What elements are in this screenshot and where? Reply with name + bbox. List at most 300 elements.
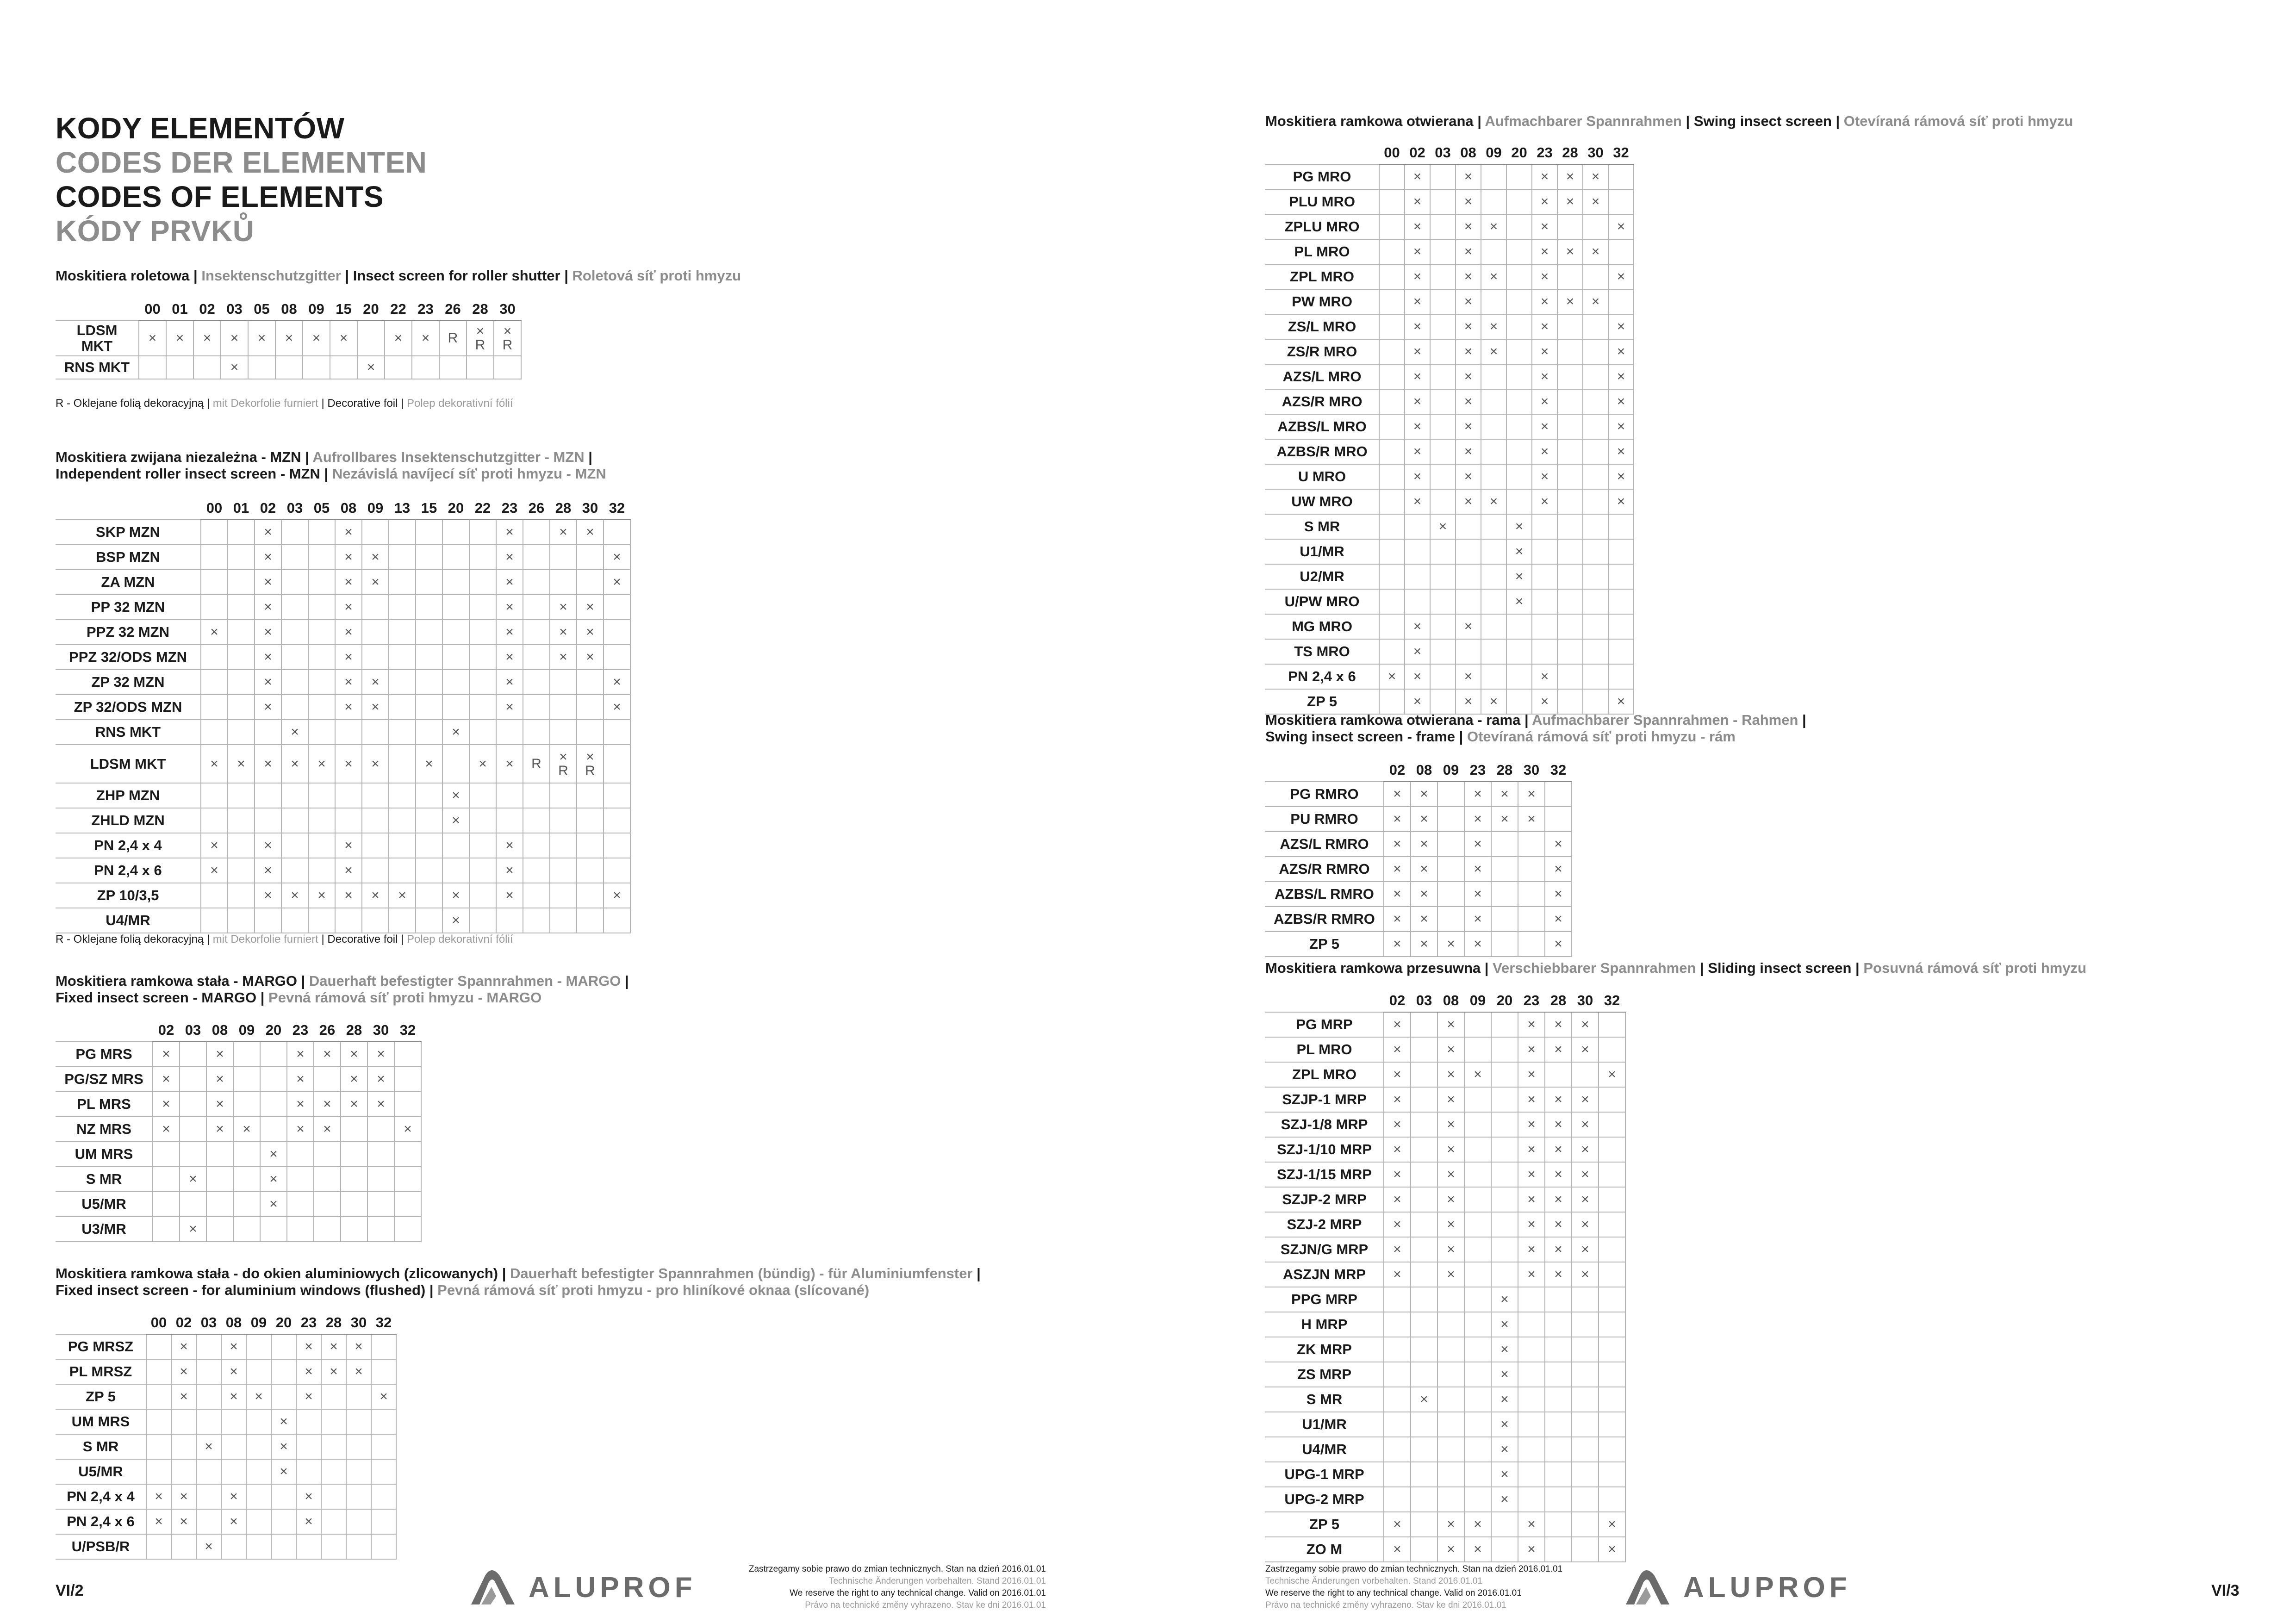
code-cell	[146, 1334, 171, 1359]
header-corner	[1265, 989, 1384, 1012]
code-cell	[314, 1142, 341, 1167]
cell-mark: ×	[1420, 936, 1428, 951]
code-cell	[308, 833, 335, 858]
code-cell	[367, 1167, 394, 1192]
cell-mark: ×	[1420, 836, 1428, 852]
row-label: ZHP MZN	[56, 783, 201, 808]
code-cell	[1545, 1412, 1572, 1437]
cell-mark: ×	[452, 724, 460, 740]
cell-mark: ×	[1447, 1242, 1455, 1257]
code-cell	[1557, 339, 1583, 364]
code-cell	[1437, 1012, 1464, 1037]
cell-mark: ×	[1393, 836, 1401, 852]
cell-mark: ×	[1474, 936, 1482, 951]
code-cell	[1411, 782, 1437, 807]
cell-mark: ×	[505, 599, 514, 615]
code-cell	[496, 645, 523, 670]
cell-mark: ×	[175, 330, 184, 346]
code-cell	[577, 883, 604, 908]
cell-mark: ×	[1566, 194, 1574, 209]
code-cell	[1506, 289, 1532, 314]
code-cell	[1437, 782, 1464, 807]
code-cell	[1405, 164, 1430, 189]
code-cell	[196, 1359, 221, 1384]
code-cell	[1437, 1387, 1464, 1412]
table-row	[1265, 289, 1634, 314]
code-cell	[362, 620, 389, 645]
code-cell	[1464, 1187, 1491, 1212]
code-cell	[1518, 1137, 1545, 1162]
table-row	[1265, 389, 1634, 414]
code-cell	[604, 745, 630, 783]
code-cell	[1532, 489, 1557, 514]
code-cell	[1437, 1112, 1464, 1137]
table-row	[1265, 1212, 1625, 1237]
code-cell	[1518, 1412, 1545, 1437]
column-header: 30	[1583, 142, 1608, 164]
code-cell	[1456, 664, 1481, 689]
cell-mark: ×	[180, 1514, 188, 1529]
cell-mark: ×	[205, 1539, 213, 1554]
code-cell	[1384, 1212, 1411, 1237]
cell-mark: ×	[1413, 469, 1422, 484]
code-cell	[1481, 539, 1506, 564]
code-cell	[201, 858, 228, 883]
table-row	[1265, 664, 1634, 689]
table-roller-shutter	[56, 298, 522, 379]
code-cell	[153, 1092, 180, 1117]
code-cell	[1532, 639, 1557, 664]
code-cell	[496, 908, 523, 933]
code-cell	[1557, 189, 1583, 214]
column-header: 23	[1464, 759, 1491, 782]
cell-mark: ×	[1554, 936, 1562, 951]
row-label: LDSM MKT	[56, 745, 201, 783]
table-row	[56, 1092, 421, 1117]
code-cell	[1405, 364, 1430, 389]
code-cell	[1506, 639, 1532, 664]
code-cell	[1599, 1487, 1625, 1512]
code-cell	[281, 520, 308, 545]
aluprof-logo-icon	[467, 1567, 518, 1608]
table-row	[1265, 364, 1634, 389]
code-cell	[287, 1217, 314, 1242]
code-cell	[287, 1192, 314, 1217]
code-cell	[1545, 1537, 1572, 1562]
code-cell	[469, 670, 496, 695]
code-cell	[335, 908, 362, 933]
cell-mark: ×	[210, 863, 218, 878]
code-cell	[1545, 1187, 1572, 1212]
code-cell	[335, 595, 362, 620]
code-cell	[1456, 639, 1481, 664]
cell-mark: ×	[1527, 1017, 1536, 1032]
code-cell	[1545, 1487, 1572, 1512]
code-cell	[287, 1092, 314, 1117]
column-header: 30	[367, 1019, 394, 1042]
table-row	[1265, 807, 1572, 832]
code-cell	[1583, 339, 1608, 364]
code-cell	[439, 321, 467, 356]
code-cell	[255, 545, 281, 570]
cell-mark: ×	[1527, 1542, 1536, 1557]
column-header: 15	[330, 298, 357, 321]
code-cell	[604, 520, 630, 545]
cell-mark: ×	[1540, 244, 1549, 259]
code-cell	[469, 783, 496, 808]
row-label: AZBS/R MRO	[1265, 439, 1379, 464]
code-cell	[1572, 1112, 1599, 1137]
table-row	[1265, 539, 1634, 564]
code-cell	[228, 545, 255, 570]
code-cell	[1599, 1387, 1625, 1412]
table-row	[56, 695, 630, 720]
code-cell	[1437, 1237, 1464, 1262]
code-cell	[1430, 689, 1456, 714]
code-cell	[389, 645, 416, 670]
column-header: 32	[1545, 759, 1572, 782]
code-cell	[496, 520, 523, 545]
cell-mark: ×	[1420, 811, 1428, 827]
column-header: 08	[206, 1019, 233, 1042]
cell-mark: ×	[1464, 319, 1473, 334]
cell-mark: ×	[1447, 1517, 1455, 1532]
code-cell	[362, 883, 389, 908]
cell-mark: ×	[1393, 1067, 1401, 1082]
code-cell	[201, 808, 228, 833]
code-cell	[1437, 1212, 1464, 1237]
table-row	[56, 1167, 421, 1192]
column-header: 09	[1437, 759, 1464, 782]
code-cell	[1491, 907, 1518, 932]
table-row	[1265, 1187, 1625, 1212]
cell-mark: ×	[1581, 1117, 1589, 1132]
column-header: 05	[248, 298, 275, 321]
cell-mark: ×	[1540, 469, 1549, 484]
cell-mark: ×	[1540, 219, 1549, 234]
code-cell	[1464, 807, 1491, 832]
code-cell	[1437, 1512, 1464, 1537]
row-label: AZS/R RMRO	[1265, 857, 1384, 882]
code-cell	[1379, 314, 1405, 339]
cell-mark: ×	[1617, 419, 1625, 434]
code-cell	[228, 808, 255, 833]
table-header-row	[1265, 759, 1572, 782]
code-cell	[1557, 589, 1583, 614]
heading-segment: Verschiebbarer Spannrahmen	[1493, 960, 1696, 976]
cell-mark: ×	[1464, 269, 1473, 284]
code-cell	[362, 720, 389, 745]
code-cell	[1506, 464, 1532, 489]
column-header: 08	[1456, 142, 1481, 164]
code-cell	[1545, 782, 1572, 807]
cell-mark: ×	[371, 574, 380, 590]
cell-mark: ×	[291, 888, 299, 903]
code-cell	[1411, 1437, 1437, 1462]
code-cell	[604, 695, 630, 720]
cell-mark: ×	[586, 599, 594, 615]
cell-mark: ×	[398, 888, 406, 903]
cell-mark: ×	[1527, 1242, 1536, 1257]
row-label: PG RMRO	[1265, 782, 1384, 807]
code-cell	[469, 720, 496, 745]
cell-mark: ×	[505, 888, 514, 903]
cell-mark: ×	[264, 624, 272, 640]
code-cell	[221, 1484, 246, 1509]
row-label: PG/SZ MRS	[56, 1067, 153, 1092]
cell-mark: ×	[1617, 344, 1625, 359]
code-cell	[523, 720, 550, 745]
code-cell	[246, 1459, 271, 1484]
code-cell	[1464, 1362, 1491, 1387]
heading-segment: Dauerhaft befestigter Spannrahmen (bündig) - für Aluminiumfenster	[510, 1265, 973, 1281]
row-label: PN 2,4 x 6	[56, 1509, 146, 1534]
code-cell	[1532, 364, 1557, 389]
heading-segment: Pevná rámová síť proti hmyzu - pro hliníkové oknaa (slícované)	[437, 1282, 870, 1298]
cell-mark: ×	[344, 524, 353, 540]
row-label: SZJ-1/15 MRP	[1265, 1162, 1384, 1187]
code-cell	[1599, 1137, 1625, 1162]
column-header: 02	[255, 497, 281, 520]
table-row	[56, 1409, 396, 1434]
heading-segment: |	[204, 397, 213, 410]
code-cell	[260, 1217, 287, 1242]
cell-mark: ×	[1500, 1492, 1509, 1507]
code-cell	[1491, 1162, 1518, 1187]
code-cell	[494, 321, 521, 356]
code-cell	[416, 595, 442, 620]
code-cell	[416, 908, 442, 933]
cell-mark: ×	[305, 1514, 313, 1529]
cell-mark: ×	[421, 330, 430, 346]
code-cell	[577, 570, 604, 595]
code-cell	[321, 1509, 346, 1534]
cell-mark: ×	[269, 1146, 278, 1162]
code-cell	[442, 620, 469, 645]
code-cell	[287, 1042, 314, 1067]
code-cell	[1430, 264, 1456, 289]
column-header: 30	[346, 1312, 371, 1334]
cell-mark: ×	[210, 624, 218, 640]
column-header: 09	[233, 1019, 260, 1042]
column-header: 02	[1405, 142, 1430, 164]
code-cell	[1437, 1537, 1464, 1562]
row-label: ZPLU MRO	[1265, 214, 1379, 239]
cell-mark: ×	[323, 1096, 331, 1112]
code-cell	[1379, 289, 1405, 314]
code-cell	[1583, 539, 1608, 564]
code-cell	[1411, 1412, 1437, 1437]
code-cell	[1384, 1462, 1411, 1487]
cell-mark: ×	[344, 599, 353, 615]
code-cell	[1456, 539, 1481, 564]
table-row	[1265, 1287, 1625, 1312]
code-cell	[1599, 1537, 1625, 1562]
code-cell	[1481, 464, 1506, 489]
code-cell	[248, 321, 275, 356]
code-cell	[1384, 1187, 1411, 1212]
code-cell	[1437, 1312, 1464, 1337]
code-cell	[1456, 289, 1481, 314]
row-label: ZP 5	[1265, 689, 1379, 714]
code-cell	[1379, 489, 1405, 514]
cell-mark: ×	[1515, 519, 1524, 534]
code-cell	[1545, 1137, 1572, 1162]
code-cell	[1608, 514, 1634, 539]
code-cell	[281, 570, 308, 595]
code-cell	[389, 595, 416, 620]
page-number-left: VI/2	[56, 1582, 84, 1599]
code-cell	[1557, 239, 1583, 264]
cell-mark: ×	[452, 813, 460, 828]
code-cell	[389, 545, 416, 570]
cell-mark: ×	[264, 674, 272, 690]
code-cell	[171, 1359, 196, 1384]
code-cell	[442, 908, 469, 933]
code-cell	[469, 908, 496, 933]
row-label: ZS/R MRO	[1265, 339, 1379, 364]
column-header: 20	[357, 298, 385, 321]
code-cell	[1518, 1262, 1545, 1287]
table-row	[1265, 1412, 1625, 1437]
table-row	[1265, 1487, 1625, 1512]
code-cell	[255, 670, 281, 695]
table-row	[56, 1334, 396, 1359]
code-cell	[321, 1334, 346, 1359]
cell-mark: ×	[1489, 319, 1498, 334]
row-label: SZJP-1 MRP	[1265, 1087, 1384, 1112]
code-cell	[1583, 489, 1608, 514]
code-cell	[1411, 1012, 1437, 1037]
cell-mark: ×	[1420, 911, 1428, 927]
row-label: ZPL MRO	[1265, 1062, 1384, 1087]
cell-mark: ×	[296, 1046, 305, 1062]
code-cell	[523, 908, 550, 933]
heading-segment: Swing insect screen	[1693, 113, 1832, 129]
code-cell	[1599, 1212, 1625, 1237]
code-cell	[1411, 1337, 1437, 1362]
code-cell	[1437, 1062, 1464, 1087]
code-cell	[1430, 589, 1456, 614]
code-cell	[1430, 639, 1456, 664]
code-cell	[416, 620, 442, 645]
code-cell	[1437, 932, 1464, 957]
cell-mark: ×	[1581, 1267, 1589, 1282]
cell-mark: ×	[425, 756, 433, 771]
cell-mark: ×	[1489, 269, 1498, 284]
table-row	[1265, 339, 1634, 364]
code-cell	[341, 1042, 367, 1067]
code-cell	[341, 1067, 367, 1092]
code-cell	[1599, 1162, 1625, 1187]
cell-mark: ×	[1447, 1117, 1455, 1132]
code-cell	[1518, 1312, 1545, 1337]
cell-mark: ×	[180, 1489, 188, 1504]
heading-segment: Moskitiera ramkowa przesuwna	[1265, 960, 1481, 976]
cell-mark: ×	[1413, 394, 1422, 409]
code-cell	[1518, 1362, 1545, 1387]
column-header: 22	[385, 298, 412, 321]
disclaimer-line: We reserve the right to any technical change. Valid on 2016.01.01	[790, 1588, 1046, 1598]
code-cell	[357, 321, 385, 356]
cell-mark: ×	[1413, 369, 1422, 384]
code-cell	[550, 908, 577, 933]
row-label: RNS MKT	[56, 720, 201, 745]
table-row	[1265, 1512, 1625, 1537]
code-cell	[1379, 164, 1405, 189]
heading-segment: |	[1681, 113, 1694, 129]
row-label: TS MRO	[1265, 639, 1379, 664]
code-cell	[1430, 614, 1456, 639]
code-cell	[1518, 1062, 1545, 1087]
cell-mark: ×	[1527, 1267, 1536, 1282]
code-cell	[260, 1192, 287, 1217]
code-cell	[1599, 1012, 1625, 1037]
code-cell	[1572, 1312, 1599, 1337]
code-cell	[1599, 1037, 1625, 1062]
code-cell	[1491, 1012, 1518, 1037]
code-cell	[1464, 1137, 1491, 1162]
code-cell	[1379, 239, 1405, 264]
row-label: H MRP	[1265, 1312, 1384, 1337]
code-cell	[201, 645, 228, 670]
code-cell	[228, 908, 255, 933]
code-cell	[496, 720, 523, 745]
code-cell	[550, 620, 577, 645]
code-cell	[206, 1192, 233, 1217]
cell-mark: ×	[264, 863, 272, 878]
code-cell	[1456, 564, 1481, 589]
code-cell	[1572, 1287, 1599, 1312]
code-cell	[346, 1409, 371, 1434]
code-cell	[394, 1092, 421, 1117]
cell-mark: ×	[1489, 219, 1498, 234]
cell-mark: ×	[1393, 1017, 1401, 1032]
table-row	[1265, 1137, 1625, 1162]
code-cell	[228, 745, 255, 783]
cell-mark: ×	[377, 1096, 385, 1112]
code-cell	[1545, 1462, 1572, 1487]
code-cell	[255, 520, 281, 545]
code-cell	[1557, 164, 1583, 189]
code-cell	[1405, 589, 1430, 614]
code-cell	[1384, 907, 1411, 932]
code-cell	[335, 833, 362, 858]
cell-mark: ×	[344, 574, 353, 590]
code-cell	[335, 808, 362, 833]
code-cell	[335, 670, 362, 695]
cell-mark: ×	[1413, 419, 1422, 434]
cell-mark: ×	[1554, 836, 1562, 852]
row-label: LDSM MKT	[56, 321, 139, 356]
header-corner	[56, 1312, 146, 1334]
code-cell	[271, 1509, 296, 1534]
code-cell	[1518, 1437, 1545, 1462]
code-cell	[281, 720, 308, 745]
table-row	[1265, 189, 1634, 214]
code-cell	[308, 720, 335, 745]
code-cell	[1583, 364, 1608, 389]
code-cell	[577, 595, 604, 620]
table-row	[56, 883, 630, 908]
code-cell	[1481, 664, 1506, 689]
cell-mark: ×	[1527, 1067, 1536, 1082]
code-cell	[260, 1117, 287, 1142]
code-cell	[1506, 314, 1532, 339]
code-cell	[321, 1384, 346, 1409]
code-cell	[1464, 1212, 1491, 1237]
code-cell	[335, 745, 362, 783]
